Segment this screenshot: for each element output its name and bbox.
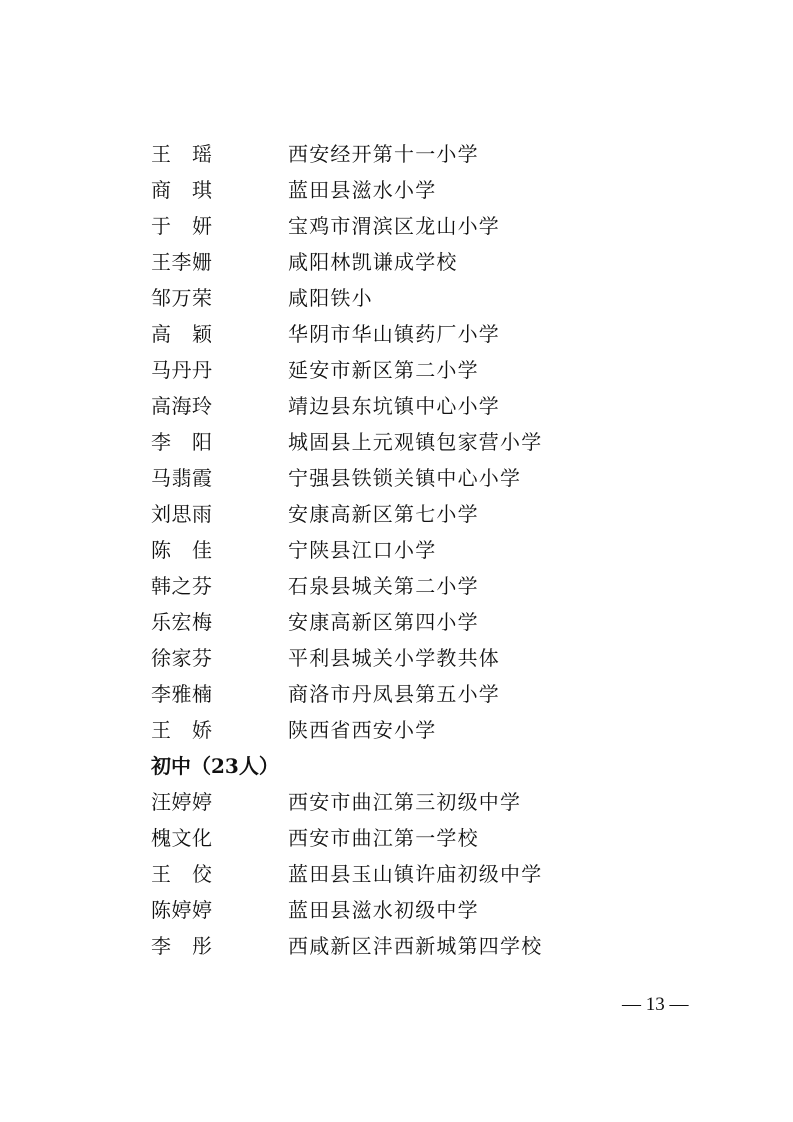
- person-name: 邹万荣: [151, 286, 213, 310]
- list-item: [151, 712, 671, 748]
- list-item: [151, 388, 671, 424]
- person-name: 乐宏梅: [151, 610, 213, 634]
- list-item: [151, 208, 671, 244]
- list-item: [151, 532, 671, 568]
- school-name: 宁强县铁锁关镇中心小学: [288, 466, 522, 490]
- person-name: 马丹丹: [151, 358, 213, 382]
- list-item: [151, 676, 671, 712]
- list-item: [151, 172, 671, 208]
- award-list: [151, 136, 671, 964]
- person-name: 李 彤: [151, 934, 213, 958]
- school-name: 西咸新区沣西新城第四学校: [288, 934, 543, 958]
- list-item: [151, 604, 671, 640]
- person-name: 商 琪: [151, 178, 213, 202]
- school-name: 宁陕县江口小学: [288, 538, 437, 562]
- list-item: [151, 892, 671, 928]
- person-name: 陈婷婷: [151, 898, 213, 922]
- school-name: 咸阳铁小: [288, 286, 373, 310]
- list-item: [151, 280, 671, 316]
- person-name: 王 佼: [151, 862, 213, 886]
- section-heading: 初中（23人）: [151, 754, 279, 778]
- school-name: 西安市曲江第一学校: [288, 826, 479, 850]
- list-item: [151, 640, 671, 676]
- person-name: 王 瑶: [151, 142, 213, 166]
- list-item: [151, 820, 671, 856]
- person-name: 李雅楠: [151, 682, 213, 706]
- list-item: [151, 244, 671, 280]
- school-name: 安康高新区第七小学: [288, 502, 479, 526]
- list-item: [151, 316, 671, 352]
- school-name: 西安市曲江第三初级中学: [288, 790, 522, 814]
- school-name: 平利县城关小学教共体: [288, 646, 500, 670]
- list-item: [151, 856, 671, 892]
- school-name: 华阴市华山镇药厂小学: [288, 322, 500, 346]
- person-name: 韩之芬: [151, 574, 213, 598]
- school-name: 靖边县东坑镇中心小学: [288, 394, 500, 418]
- school-name: 蓝田县滋水初级中学: [288, 898, 479, 922]
- person-name: 汪婷婷: [151, 790, 213, 814]
- person-name: 高海玲: [151, 394, 213, 418]
- school-name: 商洛市丹凤县第五小学: [288, 682, 500, 706]
- person-name: 王李姗: [151, 250, 213, 274]
- school-name: 咸阳林凯谦成学校: [288, 250, 458, 274]
- person-name: 王 娇: [151, 718, 213, 742]
- school-name: 宝鸡市渭滨区龙山小学: [288, 214, 500, 238]
- person-name: 于 妍: [151, 214, 213, 238]
- school-name: 西安经开第十一小学: [288, 142, 479, 166]
- person-name: 李 阳: [151, 430, 213, 454]
- list-item: [151, 424, 671, 460]
- school-name: 蓝田县滋水小学: [288, 178, 437, 202]
- list-item: [151, 460, 671, 496]
- school-name: 蓝田县玉山镇许庙初级中学: [288, 862, 543, 886]
- person-name: 陈 佳: [151, 538, 213, 562]
- list-item: [151, 928, 671, 964]
- list-item: [151, 568, 671, 604]
- person-name: 刘思雨: [151, 502, 213, 526]
- school-name: 延安市新区第二小学: [288, 358, 479, 382]
- person-name: 高 颖: [151, 322, 213, 346]
- list-item: [151, 496, 671, 532]
- list-item: [151, 352, 671, 388]
- list-item: [151, 136, 671, 172]
- person-name: 槐文化: [151, 826, 213, 850]
- school-name: 石泉县城关第二小学: [288, 574, 479, 598]
- list-item: [151, 784, 671, 820]
- page-number: — 13 —: [622, 994, 689, 1015]
- school-name: 安康高新区第四小学: [288, 610, 479, 634]
- school-name: 城固县上元观镇包家营小学: [288, 430, 543, 454]
- person-name: 徐家芬: [151, 646, 213, 670]
- school-name: 陕西省西安小学: [288, 718, 437, 742]
- person-name: 马翡霞: [151, 466, 213, 490]
